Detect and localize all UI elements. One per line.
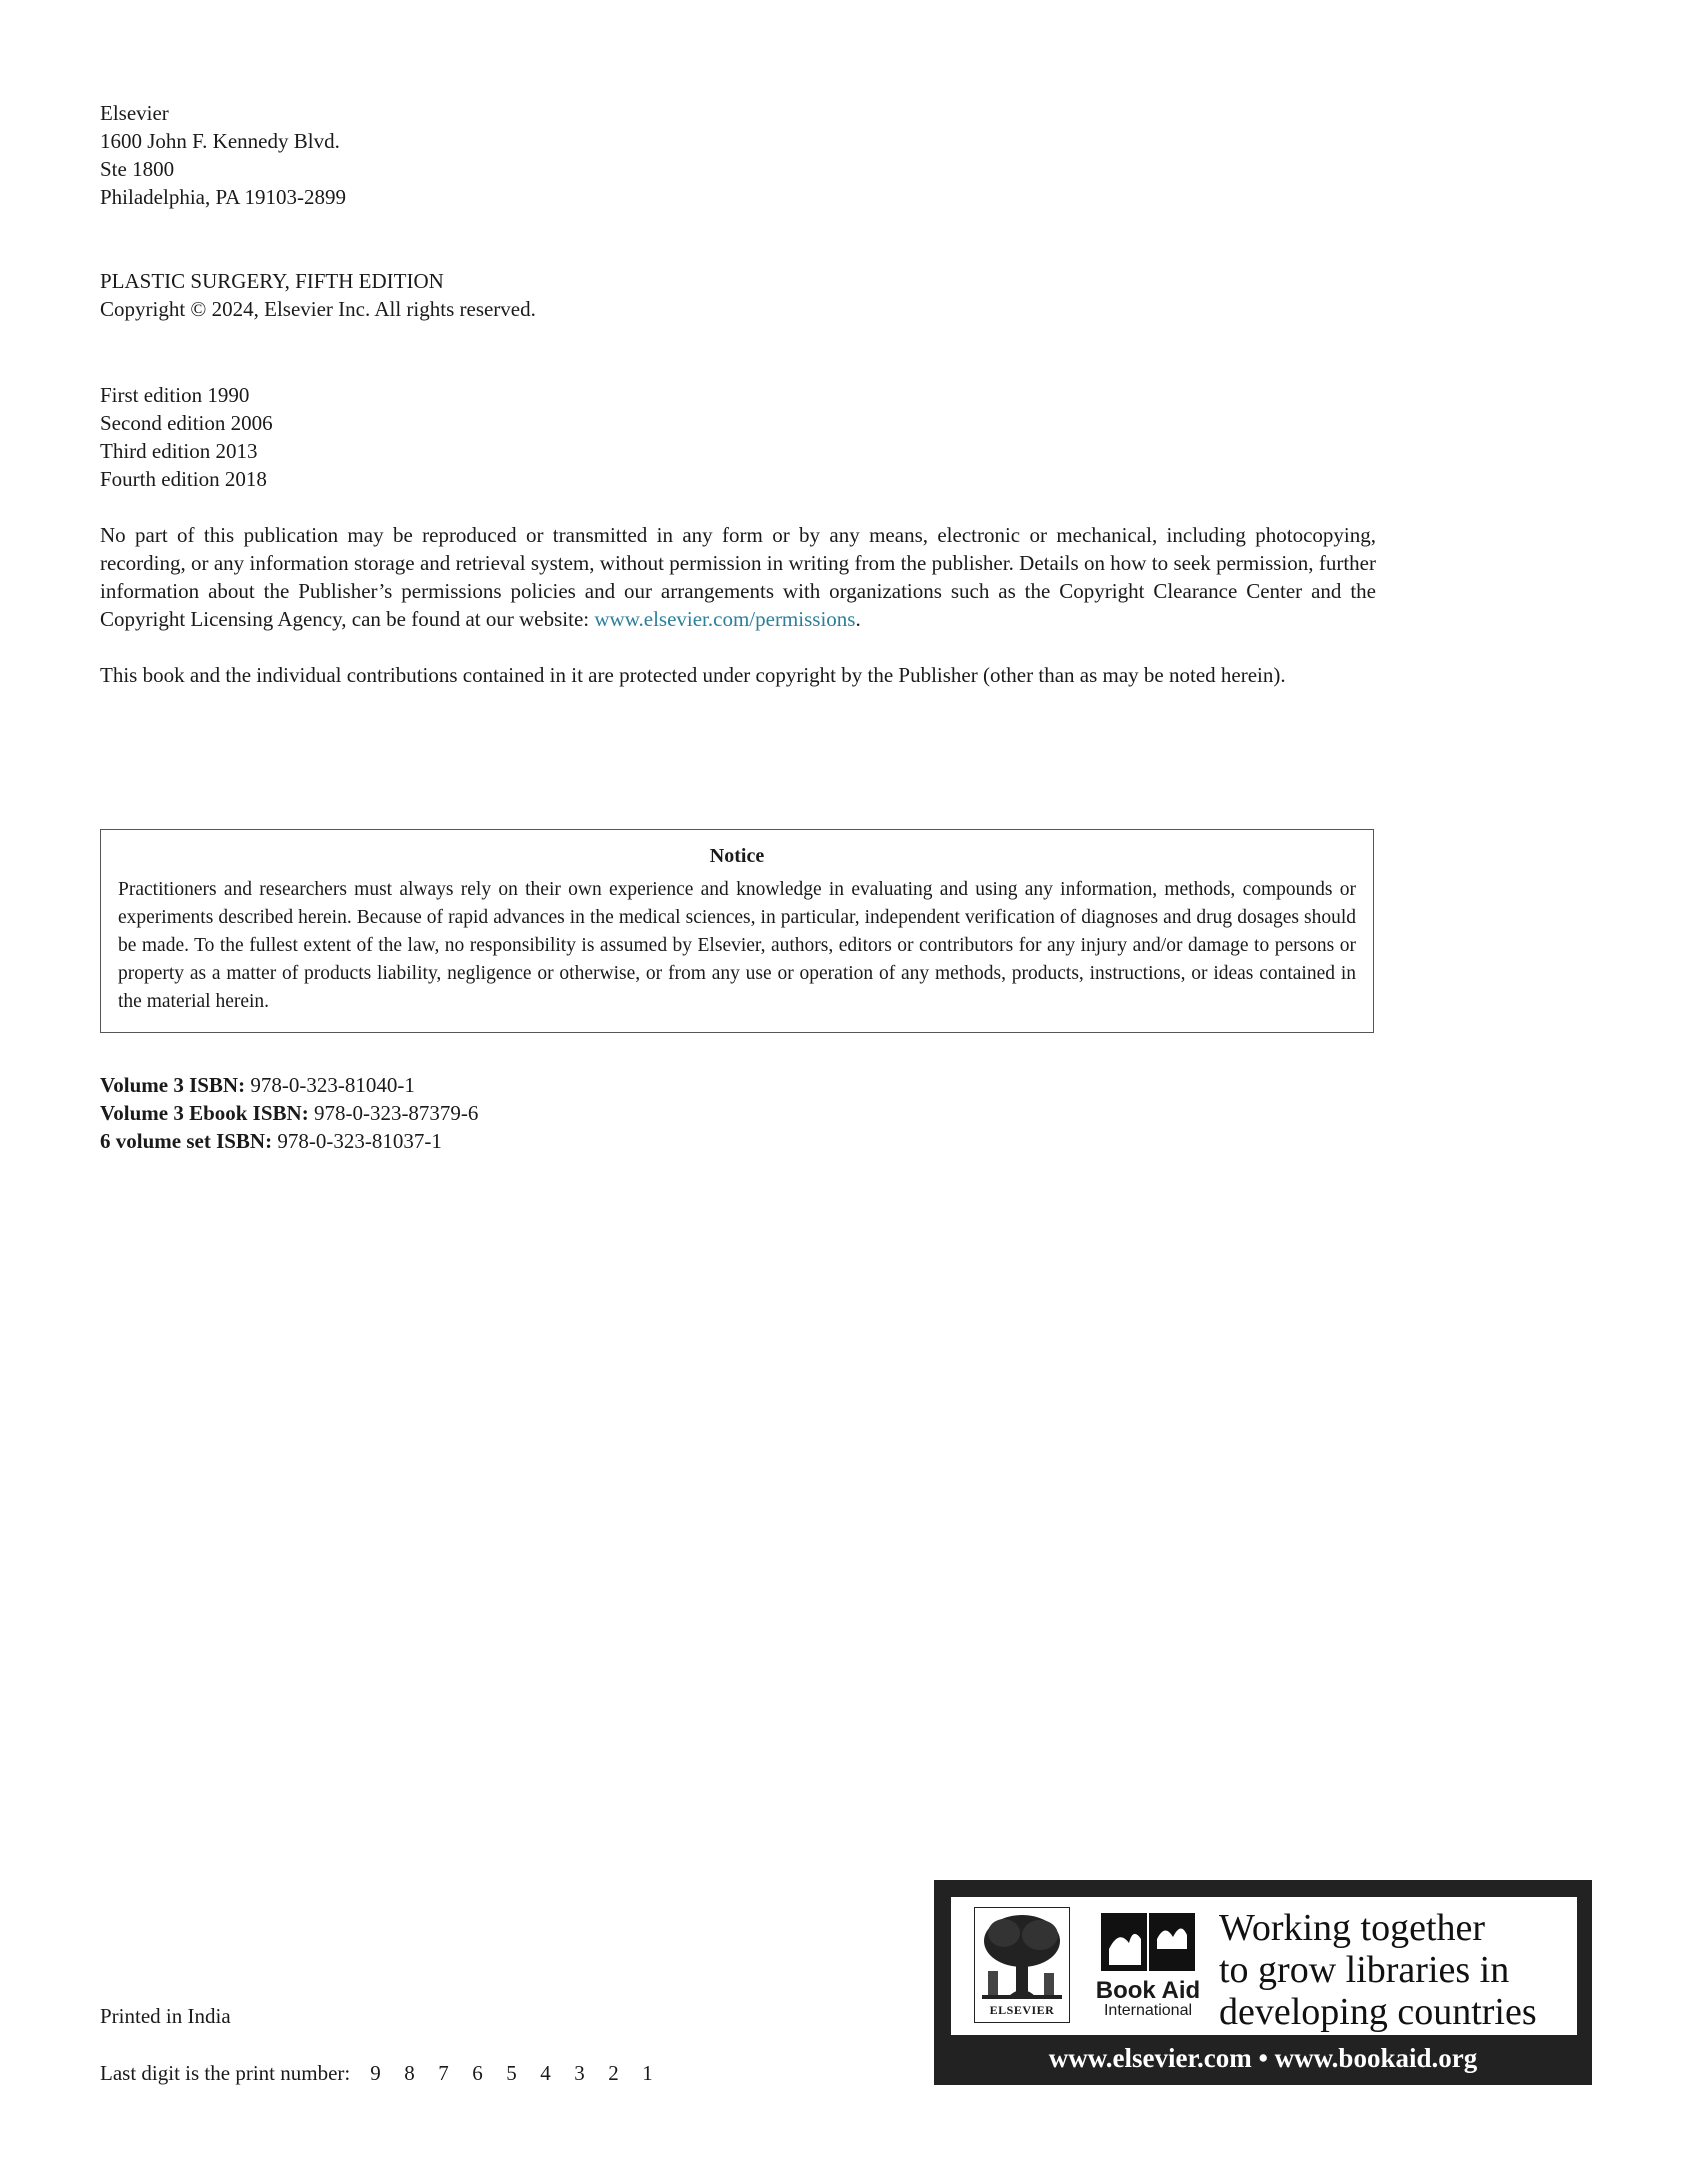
isbn-value: 978-0-323-87379-6 (313, 1101, 479, 1125)
print-digit: 1 (642, 2061, 653, 2085)
address-line: Ste 1800 (100, 157, 175, 181)
isbn-line (100, 1099, 478, 1127)
address-line: Philadelphia, PA 19103-2899 (100, 185, 346, 209)
publisher-address (100, 99, 346, 211)
print-number-digits (370, 2061, 676, 2085)
bookaid-urls: www.elsevier.com • www.bookaid.org (1048, 2043, 1478, 2073)
copyright-protection-paragraph: This book and the individual contributions contained in it are protected under copyright by the Publisher (other than as may be noted herein). (100, 663, 1286, 687)
book-title-block (100, 267, 536, 323)
edition-line: Third edition 2013 (100, 439, 258, 463)
print-digit: 8 (404, 2061, 415, 2085)
edition-line: Second edition 2006 (100, 411, 273, 435)
printed-in: Printed in India (100, 2004, 231, 2028)
print-digit: 9 (370, 2061, 381, 2085)
bookaid-logo-text (1089, 1979, 1207, 2019)
isbn-value: 978-0-323-81040-1 (250, 1073, 415, 1097)
notice-body: Practitioners and researchers must always rely on their own experience and knowledge in evaluating and using any information, methods, compounds or experiments described herein. Because of rapid advances in the medical sciences, in particular, independent verification of diagnoses and drug dosages should be made. To the fullest extent of the law, no responsibility is assumed by Elsevier, authors, editors or contributors for any injury and/or damage to persons or property as a matter of products liability, negligence or otherwise, or from any use or operation of any methods, products, instructions, or ideas contained in the material herein. (118, 879, 1356, 1012)
print-number-line (100, 2059, 676, 2087)
edition-line: First edition 1990 (100, 383, 250, 407)
bookaid-logo-name: Book Aid (1095, 1977, 1201, 2004)
elsevier-logo (974, 1907, 1070, 2023)
isbn-line (100, 1071, 478, 1099)
book-title: PLASTIC SURGERY, FIFTH EDITION (100, 269, 444, 293)
notice-heading: Notice (709, 845, 765, 867)
tree-icon (978, 1911, 1066, 2003)
permissions-end: . (855, 607, 861, 631)
notice-box (100, 829, 1374, 1033)
bookaid-slogan (1219, 1907, 1537, 2033)
bookaid-banner (934, 1880, 1592, 2085)
address-line: 1600 John F. Kennedy Blvd. (100, 129, 340, 153)
edition-line: Fourth edition 2018 (100, 467, 267, 491)
print-digit: 5 (506, 2061, 517, 2085)
permissions-text: No part of this publication may be reproduced or transmitted in any form or by any means, electronic or mechanical, including photocopying, recording, or any information storage and retrieval system, without permission in writing from the publisher. Details on how to seek permission, further information about the Publisher’s permissions policies and our arrangements with organizations such as the Copyright Clearance Center and the Copyright Licensing Agency, can be found at our website: (100, 523, 1376, 631)
bookaid-logo-sub: International (1103, 2002, 1193, 2019)
slogan-line: developing countries (1219, 1991, 1537, 2033)
edition-history (100, 381, 273, 493)
print-digit: 7 (438, 2061, 449, 2085)
print-digit: 6 (472, 2061, 483, 2085)
permissions-paragraph (100, 521, 1376, 633)
print-digit: 2 (608, 2061, 619, 2085)
hands-book-icon (1089, 1909, 1207, 1975)
isbn-list (100, 1071, 478, 1155)
bookaid-banner-panel (950, 1896, 1578, 2036)
copyright-line: Copyright © 2024, Elsevier Inc. All rights reserved. (100, 297, 536, 321)
bookaid-logo (1089, 1909, 1207, 2025)
isbn-label: Volume 3 Ebook ISBN: (100, 1101, 309, 1125)
rights-statement (100, 521, 1376, 717)
isbn-label: 6 volume set ISBN: (100, 1129, 273, 1153)
print-number-label: Last digit is the print number: (100, 2061, 351, 2085)
isbn-value: 978-0-323-81037-1 (277, 1129, 442, 1153)
slogan-line: Working together (1219, 1907, 1486, 1949)
print-digit: 3 (574, 2061, 585, 2085)
address-line: Elsevier (100, 101, 169, 125)
elsevier-logo-text: ELSEVIER (989, 2003, 1055, 2017)
isbn-label: Volume 3 ISBN: (100, 1073, 246, 1097)
isbn-line (100, 1127, 478, 1155)
print-digit: 4 (540, 2061, 551, 2085)
slogan-line: to grow libraries in (1219, 1949, 1510, 1991)
permissions-link[interactable]: www.elsevier.com/permissions (594, 607, 856, 631)
